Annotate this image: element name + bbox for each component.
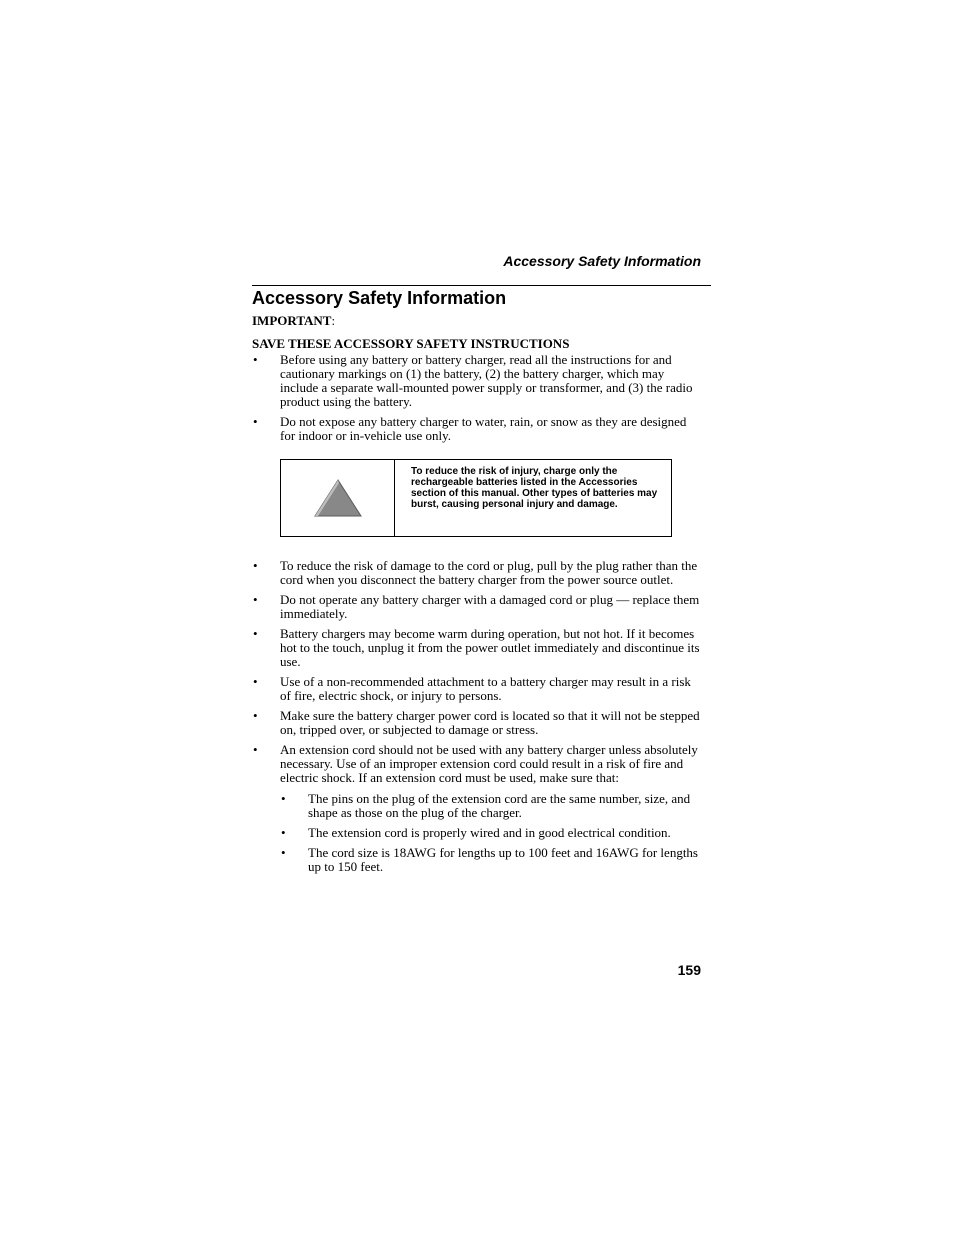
- sub-list-item: • The extension cord is properly wired and in good electrical condition.: [280, 826, 700, 840]
- warning-triangle-icon: [313, 477, 363, 519]
- sub-list-item: • The cord size is 18AWG for lengths up to 100 feet and 16AWG for lengths up to 150 feet.: [280, 846, 700, 874]
- list-item: • Do not expose any battery charger to water, rain, or snow as they are designed for indoor or in-vehicle use only.: [252, 415, 700, 443]
- important-suffix: :: [331, 313, 336, 328]
- running-header: Accessory Safety Information: [503, 253, 701, 269]
- list-item-extension-cord: [252, 743, 700, 874]
- warning-icon-cell: [281, 460, 395, 536]
- bullet-list-bottom: [252, 559, 700, 874]
- page-number: 159: [677, 962, 701, 978]
- list-item: • Do not operate any battery charger with a damaged cord or plug — replace them immediately.: [252, 593, 700, 621]
- list-item: • To reduce the risk of damage to the cord or plug, pull by the plug rather than the cord when you disconnect the battery charger from the power source outlet.: [252, 559, 700, 587]
- header-rule: [252, 285, 711, 286]
- important-line: [252, 314, 700, 328]
- sub-list-item: • The pins on the plug of the extension cord are the same number, size, and shape as those on the plug of the charger.: [280, 792, 700, 820]
- page-content: [252, 287, 700, 880]
- warning-text: To reduce the risk of injury, charge only the rechargeable batteries listed in the Accessories section of this manual. Other types of batteries may burst, causing personal injury and damage.: [411, 466, 658, 510]
- list-item: • Make sure the battery charger power cord is located so that it will not be stepped on, tripped over, or subjected to damage or stress.: [252, 709, 700, 737]
- list-item: • Before using any battery or battery charger, read all the instructions for and cautionary markings on (1) the battery, (2) the battery charger, which may include a separate wall-mounted power supply or transformer, and (3) the radio product using the battery.: [252, 353, 700, 409]
- sub-bullet-list: [280, 792, 700, 874]
- list-item: • Battery chargers may become warm during operation, but not hot. If it becomes hot to the touch, unplug it from the power outlet immediately and discontinue its use.: [252, 627, 700, 669]
- list-item-text: An extension cord should not be used with any battery charger unless absolutely necessary. Use of an improper extension cord could result in a risk of fire and electric shock. If an extension cord must be used, make sure that:: [280, 742, 698, 785]
- warning-box: [280, 459, 672, 537]
- save-instructions-heading: SAVE THESE ACCESSORY SAFETY INSTRUCTIONS: [252, 336, 570, 351]
- important-label: IMPORTANT: [252, 313, 332, 328]
- bullet-list-top: [252, 353, 700, 443]
- list-item: • Use of a non-recommended attachment to a battery charger may result in a risk of fire, electric shock, or injury to persons.: [252, 675, 700, 703]
- section-title: Accessory Safety Information: [252, 288, 507, 308]
